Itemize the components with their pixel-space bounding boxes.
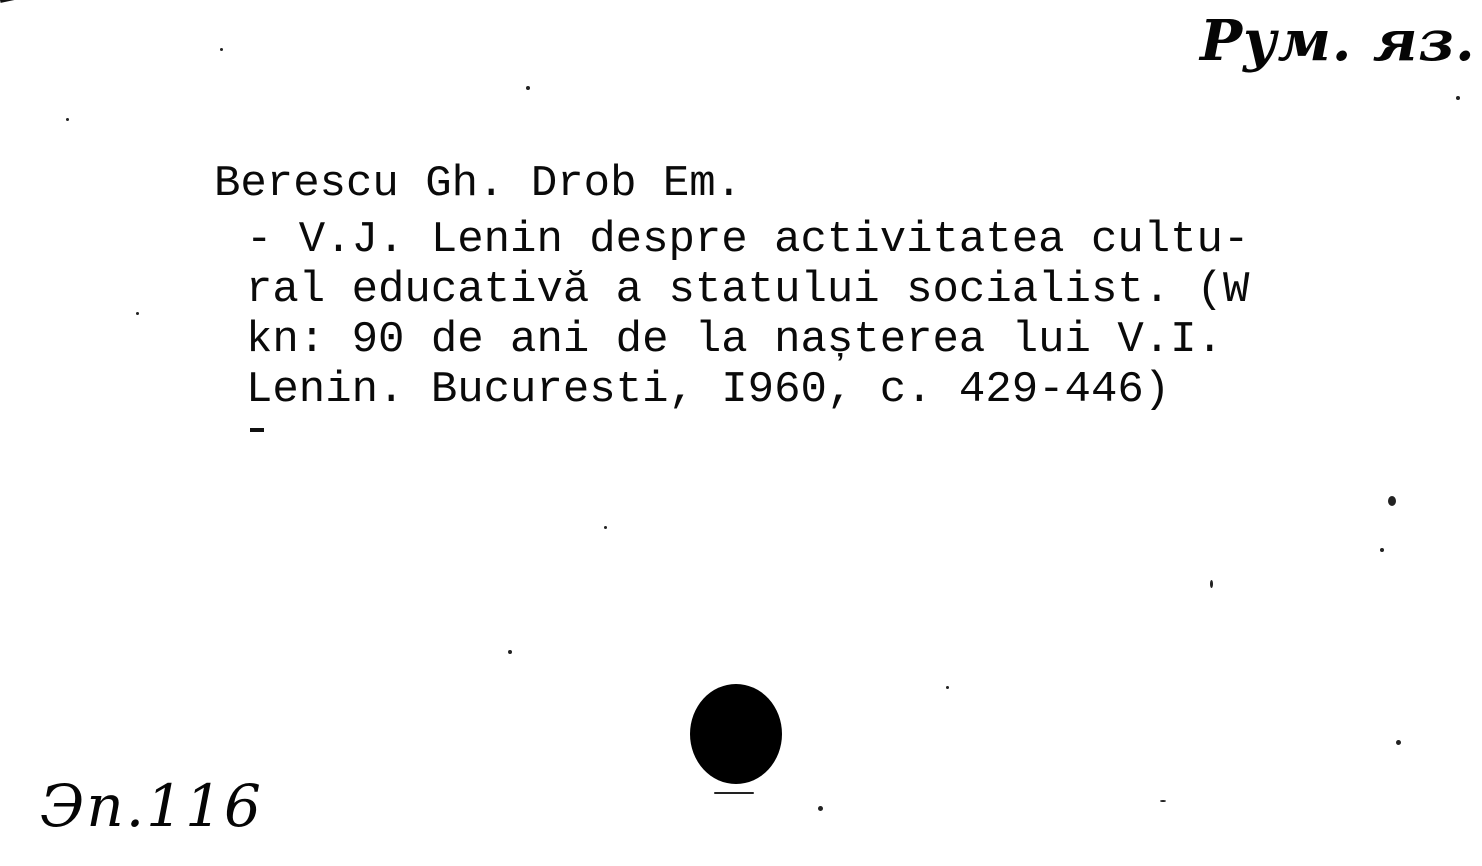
description-line-3: kn: 90 de ani de la nașterea lui V.I. bbox=[246, 315, 1223, 365]
dash-mark bbox=[250, 428, 264, 432]
speck bbox=[604, 526, 607, 529]
corner-mark bbox=[0, 0, 31, 9]
speck bbox=[946, 686, 949, 689]
speck bbox=[1380, 548, 1384, 552]
speck bbox=[1160, 800, 1166, 802]
speck bbox=[714, 792, 754, 794]
call-number: Эп.116 bbox=[40, 772, 263, 840]
speck bbox=[1396, 740, 1401, 745]
description-line-2: ral educativă a statului socialist. (W bbox=[246, 265, 1250, 315]
speck bbox=[1210, 580, 1213, 588]
speck bbox=[1456, 96, 1460, 100]
speck bbox=[526, 86, 530, 90]
speck bbox=[818, 806, 823, 811]
description-line-1: - V.J. Lenin despre activitatea cultu- bbox=[246, 215, 1250, 265]
speck bbox=[220, 48, 223, 51]
speck bbox=[508, 650, 512, 654]
language-code: Рум. яз. bbox=[1200, 8, 1476, 74]
author-line: Berescu Gh. Drob Em. bbox=[214, 159, 743, 209]
description-line-4: Lenin. Bucuresti, I960, c. 429-446) bbox=[246, 365, 1171, 415]
speck bbox=[66, 118, 69, 121]
punch-hole bbox=[690, 684, 782, 784]
speck bbox=[136, 312, 139, 315]
speck bbox=[1388, 496, 1396, 506]
